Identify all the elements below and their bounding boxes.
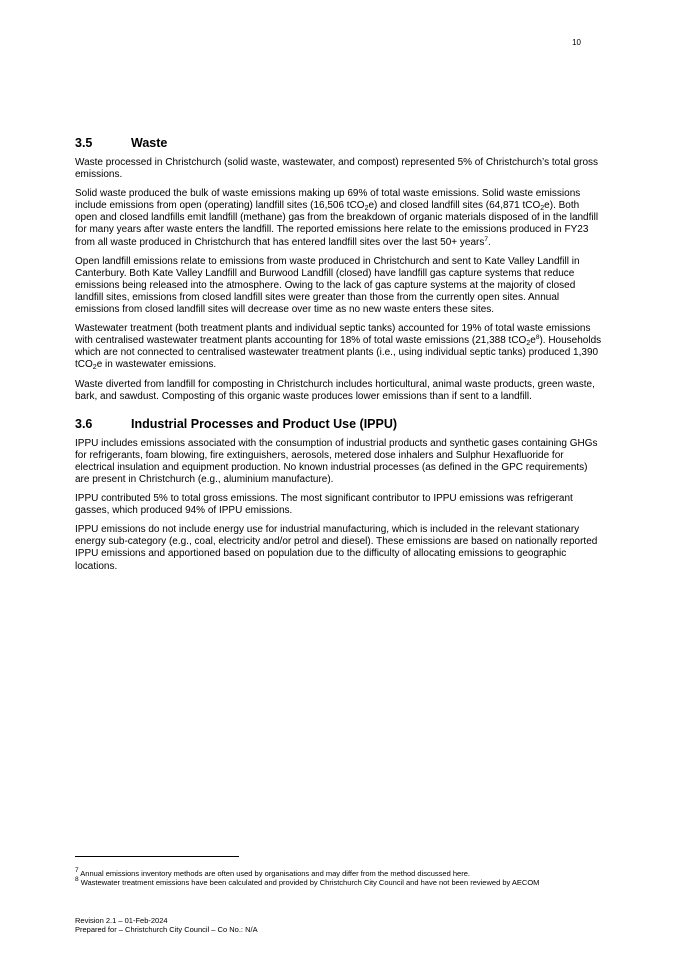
main-content [75, 136, 603, 580]
paragraph: IPPU includes emissions associated with the consumption of industrial products and synthetic gases containing GHGs for refrigerants, foam blowing, fire extinguishers, aerosols, metered dose inhalers and Sulphur Hexafluoride for electrical insulation and equipment production. No known industrial processes (as defined in the GPC requirements) are present in Christchurch (e.g., aluminium manufacture). [75, 437, 598, 485]
footnote-8: $^8$ Wastewater treatment emissions have been calculated and provided by Christchurch City Council and have not been reviewed by AECOM [75, 876, 540, 888]
section-heading-waste [75, 136, 603, 150]
footnote-7: $^7$ Annual emissions inventory methods are often used by organisations and may differ from the method discussed here. [75, 867, 470, 878]
section-heading-ippu [75, 417, 603, 431]
section-title: Waste [131, 136, 168, 150]
paragraph: IPPU contributed 5% to total gross emissions. The most significant contributor to IPPU emissions was refrigerant gasses, which produced 94% of IPPU emissions. [75, 493, 573, 517]
paragraph: Solid waste produced the bulk of waste emissions making up 69% of total waste emissions. Solid waste emissions include emissions from open (operating) landfill sites (16,506 tCO$_2$e) and closed landfill sites (64,871 tCO$_2$e). Both open and closed landfills emit landfill (methane) gas from the breakdown of organic materials disposed of in the landfill for many years after waste enters the landfill. The reported emissions here relate to the emissions produced in FY23 from all waste produced in Christchurch that has entered landfill sites over the last 50+ years$^7$. [75, 188, 599, 248]
footer-revision: Revision 2.1 – 01-Feb-2024 [75, 916, 168, 925]
paragraph: Open landfill emissions relate to emissions from waste produced in Christchurch and sent to Kate Valley Landfill in Canterbury. Both Kate Valley Landfill and Burwood Landfill (closed) have landfill gas capture systems that reduce emissions being released into the atmosphere. Owing to the lack of gas capture systems at the majority of closed landfill sites, emissions from closed landfill sites were greater than those from the currently open sites. Annual emissions from closed landfill sites will decrease over time as no new waste enters these sites. [75, 255, 580, 316]
section-title: Industrial Processes and Product Use (IPPU) [131, 416, 398, 431]
paragraph: Waste diverted from landfill for composting in Christchurch includes horticultural, animal waste products, green waste, bark, and sawdust. Composting of this organic waste produces lower emissions than if sent to a landfill. [75, 378, 595, 402]
footer-prepared-for: Prepared for – Christchurch City Council – Co No.: N/A [75, 925, 258, 935]
page-footer [75, 916, 258, 935]
footnote-ref: 8 [535, 334, 540, 342]
page-number: 10 [572, 38, 581, 47]
section-number: 3.6 [75, 416, 93, 431]
paragraph: Waste processed in Christchurch (solid waste, wastewater, and compost) represented 5% of Christchurch’s total gross emissions. [75, 157, 599, 181]
footnote-ref: 7 [484, 235, 488, 243]
footnotes [75, 869, 603, 888]
paragraph: IPPU emissions do not include energy use for industrial manufacturing, which is included in the relevant stationary energy sub-category (e.g., coal, electricity and/or petrol and diesel). These emissions are based on nationally reported IPPU emissions and apportioned based on population due to the difficulty of allocating emissions to geographic locations. [75, 524, 598, 572]
paragraph: Wastewater treatment (both treatment plants and individual septic tanks) accounted for 19% of total waste emissions with centralised wastewater treatment plants accounting for 18% of total waste emissions (21,388 $tCO_2e^8$). Households which are not connected to centralised wastewater treatment plants (i.e., using individual septic tanks) produced 1,390 tCO$_2$e in wastewater emissions. [75, 323, 602, 372]
section-number: 3.5 [75, 136, 93, 150]
footnote-divider [75, 856, 239, 857]
